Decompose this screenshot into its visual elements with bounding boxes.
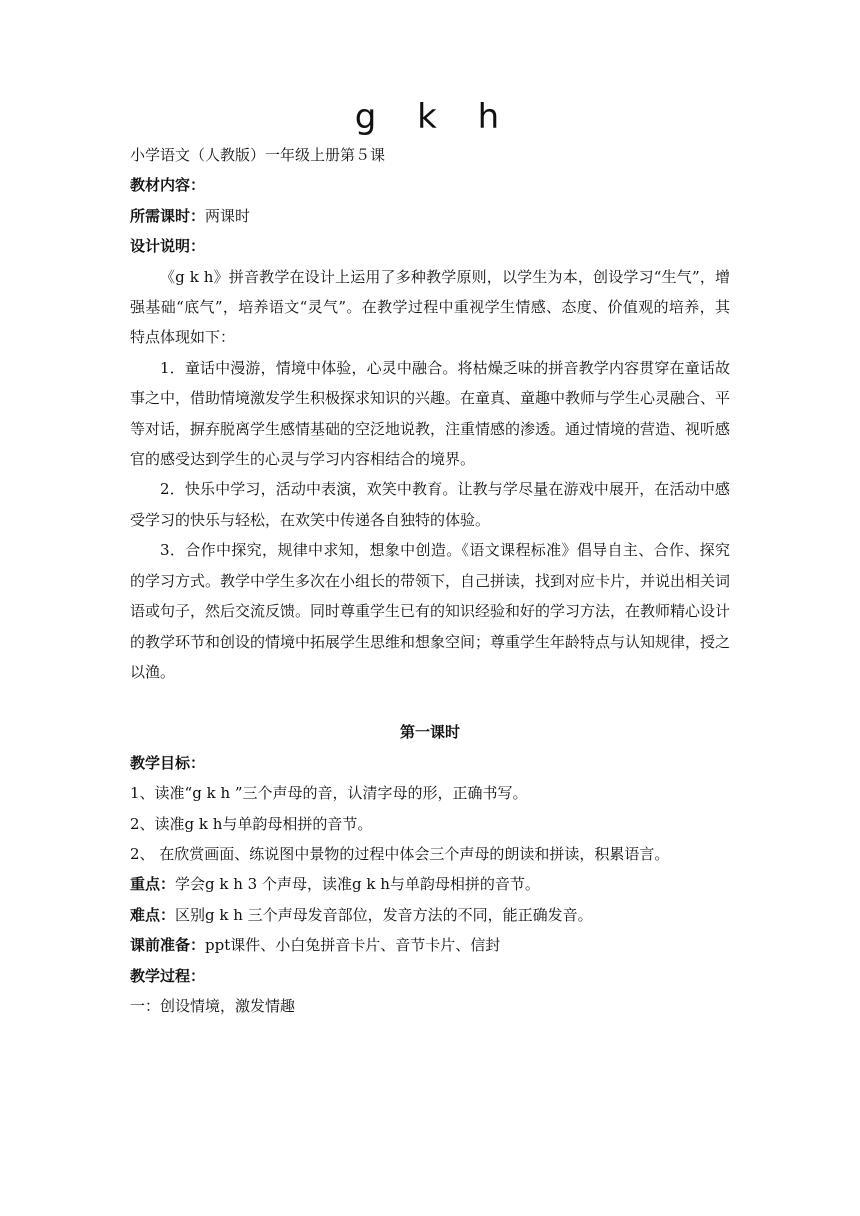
process-step-1: 一：创设情境，激发情趣 <box>130 996 296 1015</box>
design-point-3-paragraph: 3．合作中探究，规律中求知，想象中创造。《语文课程标准》倡导自主、合作、探究的学习方式。教学中学生多次在小组长的带领下，自己拼读，找到对应卡片，并说出相关词语或句子，然后交流反馈。同时尊重学生已有的知识经验和好的学习方法，在教师精心设计的教学环节和创设的情境中拓展学生思维和想象空间；尊重学生年龄特点与认知规律，授之以渔。 <box>130 541 731 681</box>
material-label: 教材内容： <box>130 176 206 195</box>
goals-row <box>130 748 730 778</box>
key-point-label: 重点： <box>130 875 176 894</box>
difficulty-value: 区别g k h 三个声母发音部位，发音方法的不同，能正确发音。 <box>175 905 593 924</box>
key-point-row <box>130 869 730 899</box>
design-label: 设计说明： <box>130 237 206 256</box>
design-intro-paragraph: 《g k h》拼音教学在设计上运用了多种教学原则，以学生为本，创设学习“生气”，增强基础“底气”，培养语文“灵气”。在教学过程中重视学生情感、态度、价值观的培养，其特点体现如下： <box>130 267 730 347</box>
goal-item-2: 2、读准g k h与单韵母相拼的音节。 <box>130 814 373 833</box>
preparation-value: ppt课件、小白兔拼音卡片、音节卡片、信封 <box>205 936 501 955</box>
difficulty-row <box>130 900 730 930</box>
process-label: 教学过程： <box>130 966 206 985</box>
lesson-subtitle: 小学语文（人教版）一年级上册第５课 <box>130 146 386 164</box>
preparation-row <box>130 930 730 960</box>
preparation-label: 课前准备： <box>130 936 206 955</box>
hours-value: 两课时 <box>205 206 251 225</box>
design-row <box>130 231 730 261</box>
process-row <box>130 961 730 991</box>
material-row <box>130 170 730 200</box>
section-spacer <box>130 687 730 717</box>
lesson-1-heading: 第一课时 <box>399 723 460 742</box>
difficulty-label: 难点： <box>130 905 176 924</box>
goal-item-1: 1、读准“g k h ”三个声母的音，认清字母的形，正确书写。 <box>130 784 528 803</box>
hours-label: 所需课时： <box>130 206 206 225</box>
design-point-1-paragraph: 1．童话中漫游，情境中体验，心灵中融合。将枯燥乏味的拼音教学内容贯穿在童话故事之中，借助情境激发学生积极探求知识的兴趣。在童真、童趣中教师与学生心灵融合、平等对话，摒弃脱离学生感情基础的空泛地说教，注重情感的渗透。通过情境的营造、视听感官的感受达到学生的心灵与学习内容相结合的境界。 <box>130 358 731 469</box>
goals-label: 教学目标： <box>130 753 206 772</box>
key-point-value: 学会g k h 3 个声母，读准g k h与单韵母相拼的音节。 <box>175 875 540 894</box>
goal-item-3: 2、 在欣赏画面、练说图中景物的过程中体会三个声母的朗读和拼读，积累语言。 <box>130 844 670 863</box>
hours-row <box>130 201 730 231</box>
document-body <box>130 140 730 1021</box>
document-title: g k h <box>354 97 506 137</box>
design-point-2-paragraph: 2．快乐中学习，活动中表演，欢笑中教育。让教与学尽量在游戏中展开，在活动中感受学习的快乐与轻松，在欢笑中传递各自独特的体验。 <box>130 480 730 529</box>
